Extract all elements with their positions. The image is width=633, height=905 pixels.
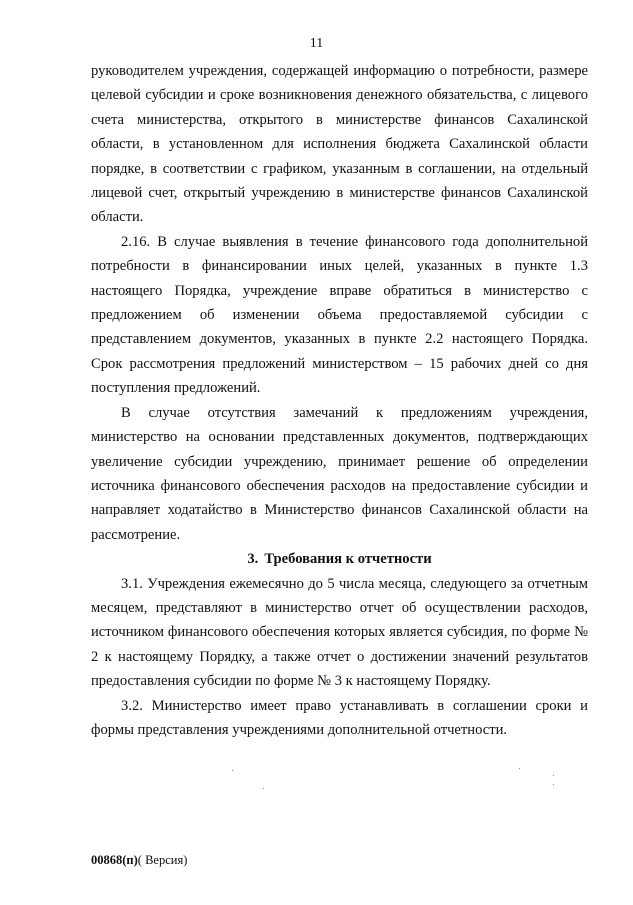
section-title: Требования к отчетности xyxy=(264,551,432,568)
paragraph-3-1: 3.1. Учреждения ежемесячно до 5 числа месяца, следующего за отчетным месяцем, представляют в министерство отчет об осуществлении расходов, источником финансового обеспечения которых является субсидия, по форме № 2 к настоящему Порядку, а также отчет о достижении значений результатов предоставления субсидии по форме № 3 к настоящему Порядку. xyxy=(91,575,588,690)
section-heading xyxy=(91,547,588,571)
scan-speck xyxy=(232,770,233,771)
page-number: 11 xyxy=(309,36,324,51)
scan-speck xyxy=(553,784,554,785)
scan-speck xyxy=(519,768,520,769)
section-number: 3. xyxy=(247,551,259,568)
scan-speck xyxy=(553,775,554,776)
paragraph-continuation: руководителем учреждения, содержащей информацию о потребности, размере целевой субсидии и сроке возникновения денежного обязательства, с лицевого счета министерства, открытого в министерстве финансов Сахалинской области, в установленном для исполнения бюджета Сахалинской области порядке, в соответствии с графиком, указанным в соглашении, на отдельный лицевой счет, открытый учреждению в министерстве финансов Сахалинской области. xyxy=(91,63,588,226)
paragraph-3-2: 3.2. Министерство имеет право устанавливать в соглашении сроки и формы представления учреждениями дополнительной отчетности. xyxy=(91,697,588,738)
paragraph-2-16: 2.16. В случае выявления в течение финансового года дополнительной потребности в финансировании иных целей, указанных в пункте 1.3 настоящего Порядка, учреждение вправе обратиться в министерство с предложением об изменении объема предоставляемой субсидии с представлением документов, указанных в пункте 2.2 настоящего Порядка. Срок рассмотрения предложений министерством – 15 рабочих дней со дня поступления предложений. xyxy=(91,233,588,397)
paragraph-no-remarks: В случае отсутствия замечаний к предложениям учреждения, министерство на основании представленных документов, подтверждающих увеличение субсидии учреждению, принимает решение об определении источника финансового обеспечения расходов на предоставление субсидии и направляет ходатайство в Министерство финансов Сахалинской области на рассмотрение. xyxy=(91,404,588,543)
document-code: 00868(п) xyxy=(91,853,138,867)
scan-speck xyxy=(263,788,264,789)
document-body xyxy=(91,59,588,742)
document-version: ( Версия) xyxy=(137,853,188,867)
document-footer-code xyxy=(91,853,187,868)
